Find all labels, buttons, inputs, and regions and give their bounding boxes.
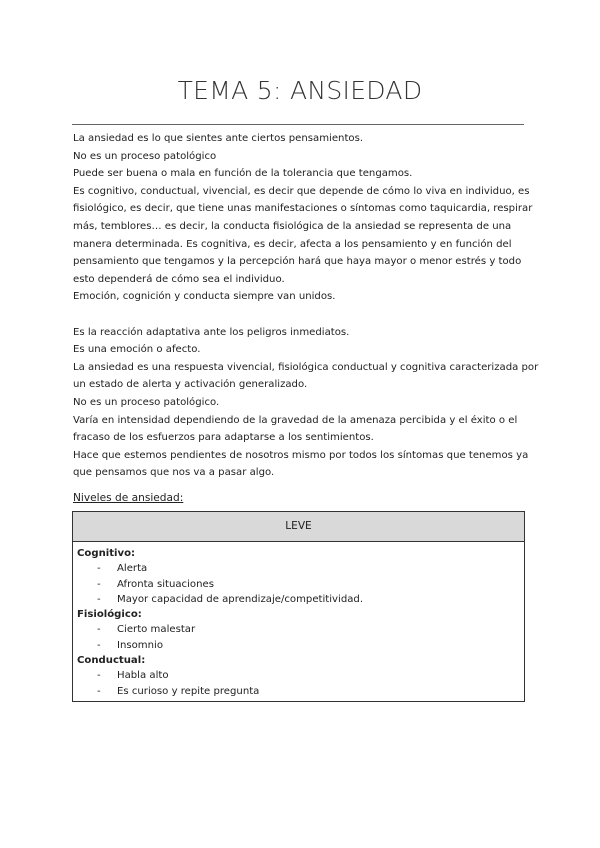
text-line: Puede ser buena o mala en función de la tolerancia que tengamos. [73, 168, 413, 180]
list-item-text: Afronta situaciones [117, 578, 214, 590]
category-label: Conductual: [77, 655, 146, 667]
text-line: La ansiedad es una respuesta vivencial, fisiológica conductual y cognitiva caracterizada por [73, 361, 539, 373]
dash-bullet: - [97, 624, 101, 636]
text-line: más, temblores… es decir, la conducta fisiológica de la ansiedad se representa de una [73, 220, 512, 232]
levels-heading: Niveles de ansiedad: [73, 492, 184, 504]
body-text [73, 130, 539, 482]
anxiety-level-table [72, 511, 525, 702]
list-item [77, 668, 524, 683]
text-line: No es un proceso patológico [73, 150, 217, 162]
dash-bullet: - [97, 670, 101, 682]
list-item-text: Cierto malestar [117, 624, 196, 636]
list-item [77, 592, 524, 607]
text-line: fracaso de los esfuerzos para adaptarse a los sentimientos. [73, 432, 374, 444]
dash-bullet: - [97, 563, 101, 575]
table-body [73, 542, 524, 699]
dash-bullet: - [97, 639, 101, 651]
text-line: No es un proceso patológico. [73, 396, 220, 408]
table-header: LEVE [73, 512, 524, 542]
text-line: La ansiedad es lo que sientes ante ciertos pensamientos. [73, 133, 364, 144]
list-item-text: Habla alto [117, 670, 169, 682]
text-line: que pensamos que nos va a pasar algo. [73, 467, 275, 479]
text-line: fisiológico, es decir, que tiene unas manifestaciones o síntomas como taquicardia, respirar [73, 203, 533, 215]
page-title: TEMA 5: ANSIEDAD [177, 76, 423, 105]
text-line: Es la reacción adaptativa ante los peligros inmediatos. [73, 326, 350, 338]
list-item [77, 577, 524, 592]
paragraph-1 [73, 130, 533, 306]
category-label: Cognitivo: [77, 548, 136, 559]
paragraph-2 [73, 324, 539, 482]
list-item-text: Alerta [117, 563, 148, 575]
text-line: manera determinada. Es cognitiva, es decir, afecta a los pensamiento y en función del [73, 238, 512, 250]
dash-bullet: - [97, 593, 101, 605]
text-line: Hace que estemos pendientes de nosotros mismo por todos los síntomas que tenemos ya [73, 449, 529, 461]
list-item [77, 622, 524, 637]
text-line: esto dependerá de cómo sea el individuo. [73, 273, 285, 285]
list-item [77, 684, 524, 699]
text-line: Es cognitivo, conductual, vivencial, es decir que depende de cómo lo viva en individuo, es [73, 185, 530, 197]
dash-bullet: - [97, 578, 101, 590]
text-line: Varía en intensidad dependiendo de la gravedad de la amenaza percibida y el éxito o el [73, 414, 518, 426]
list-item [77, 638, 524, 653]
text-line: un estado de alerta y activación generalizado. [73, 379, 308, 391]
text-line: Es una emoción o afecto. [73, 344, 201, 356]
text-line: Emoción, cognición y conducta siempre van unidos. [73, 291, 336, 303]
list-item-text: Insomnio [117, 639, 164, 651]
list-item-text: Mayor capacidad de aprendizaje/competitividad. [117, 593, 364, 605]
dash-bullet: - [97, 685, 101, 697]
title-divider [72, 124, 524, 125]
category-label: Fisiológico: [77, 609, 142, 621]
text-line: pensamiento que tengamos y la percepción hará que haya mayor o menor estrés y todo [73, 256, 522, 268]
list-item-text: Es curioso y repite pregunta [117, 685, 260, 697]
list-item [77, 561, 524, 576]
paragraph-gap [73, 306, 523, 324]
